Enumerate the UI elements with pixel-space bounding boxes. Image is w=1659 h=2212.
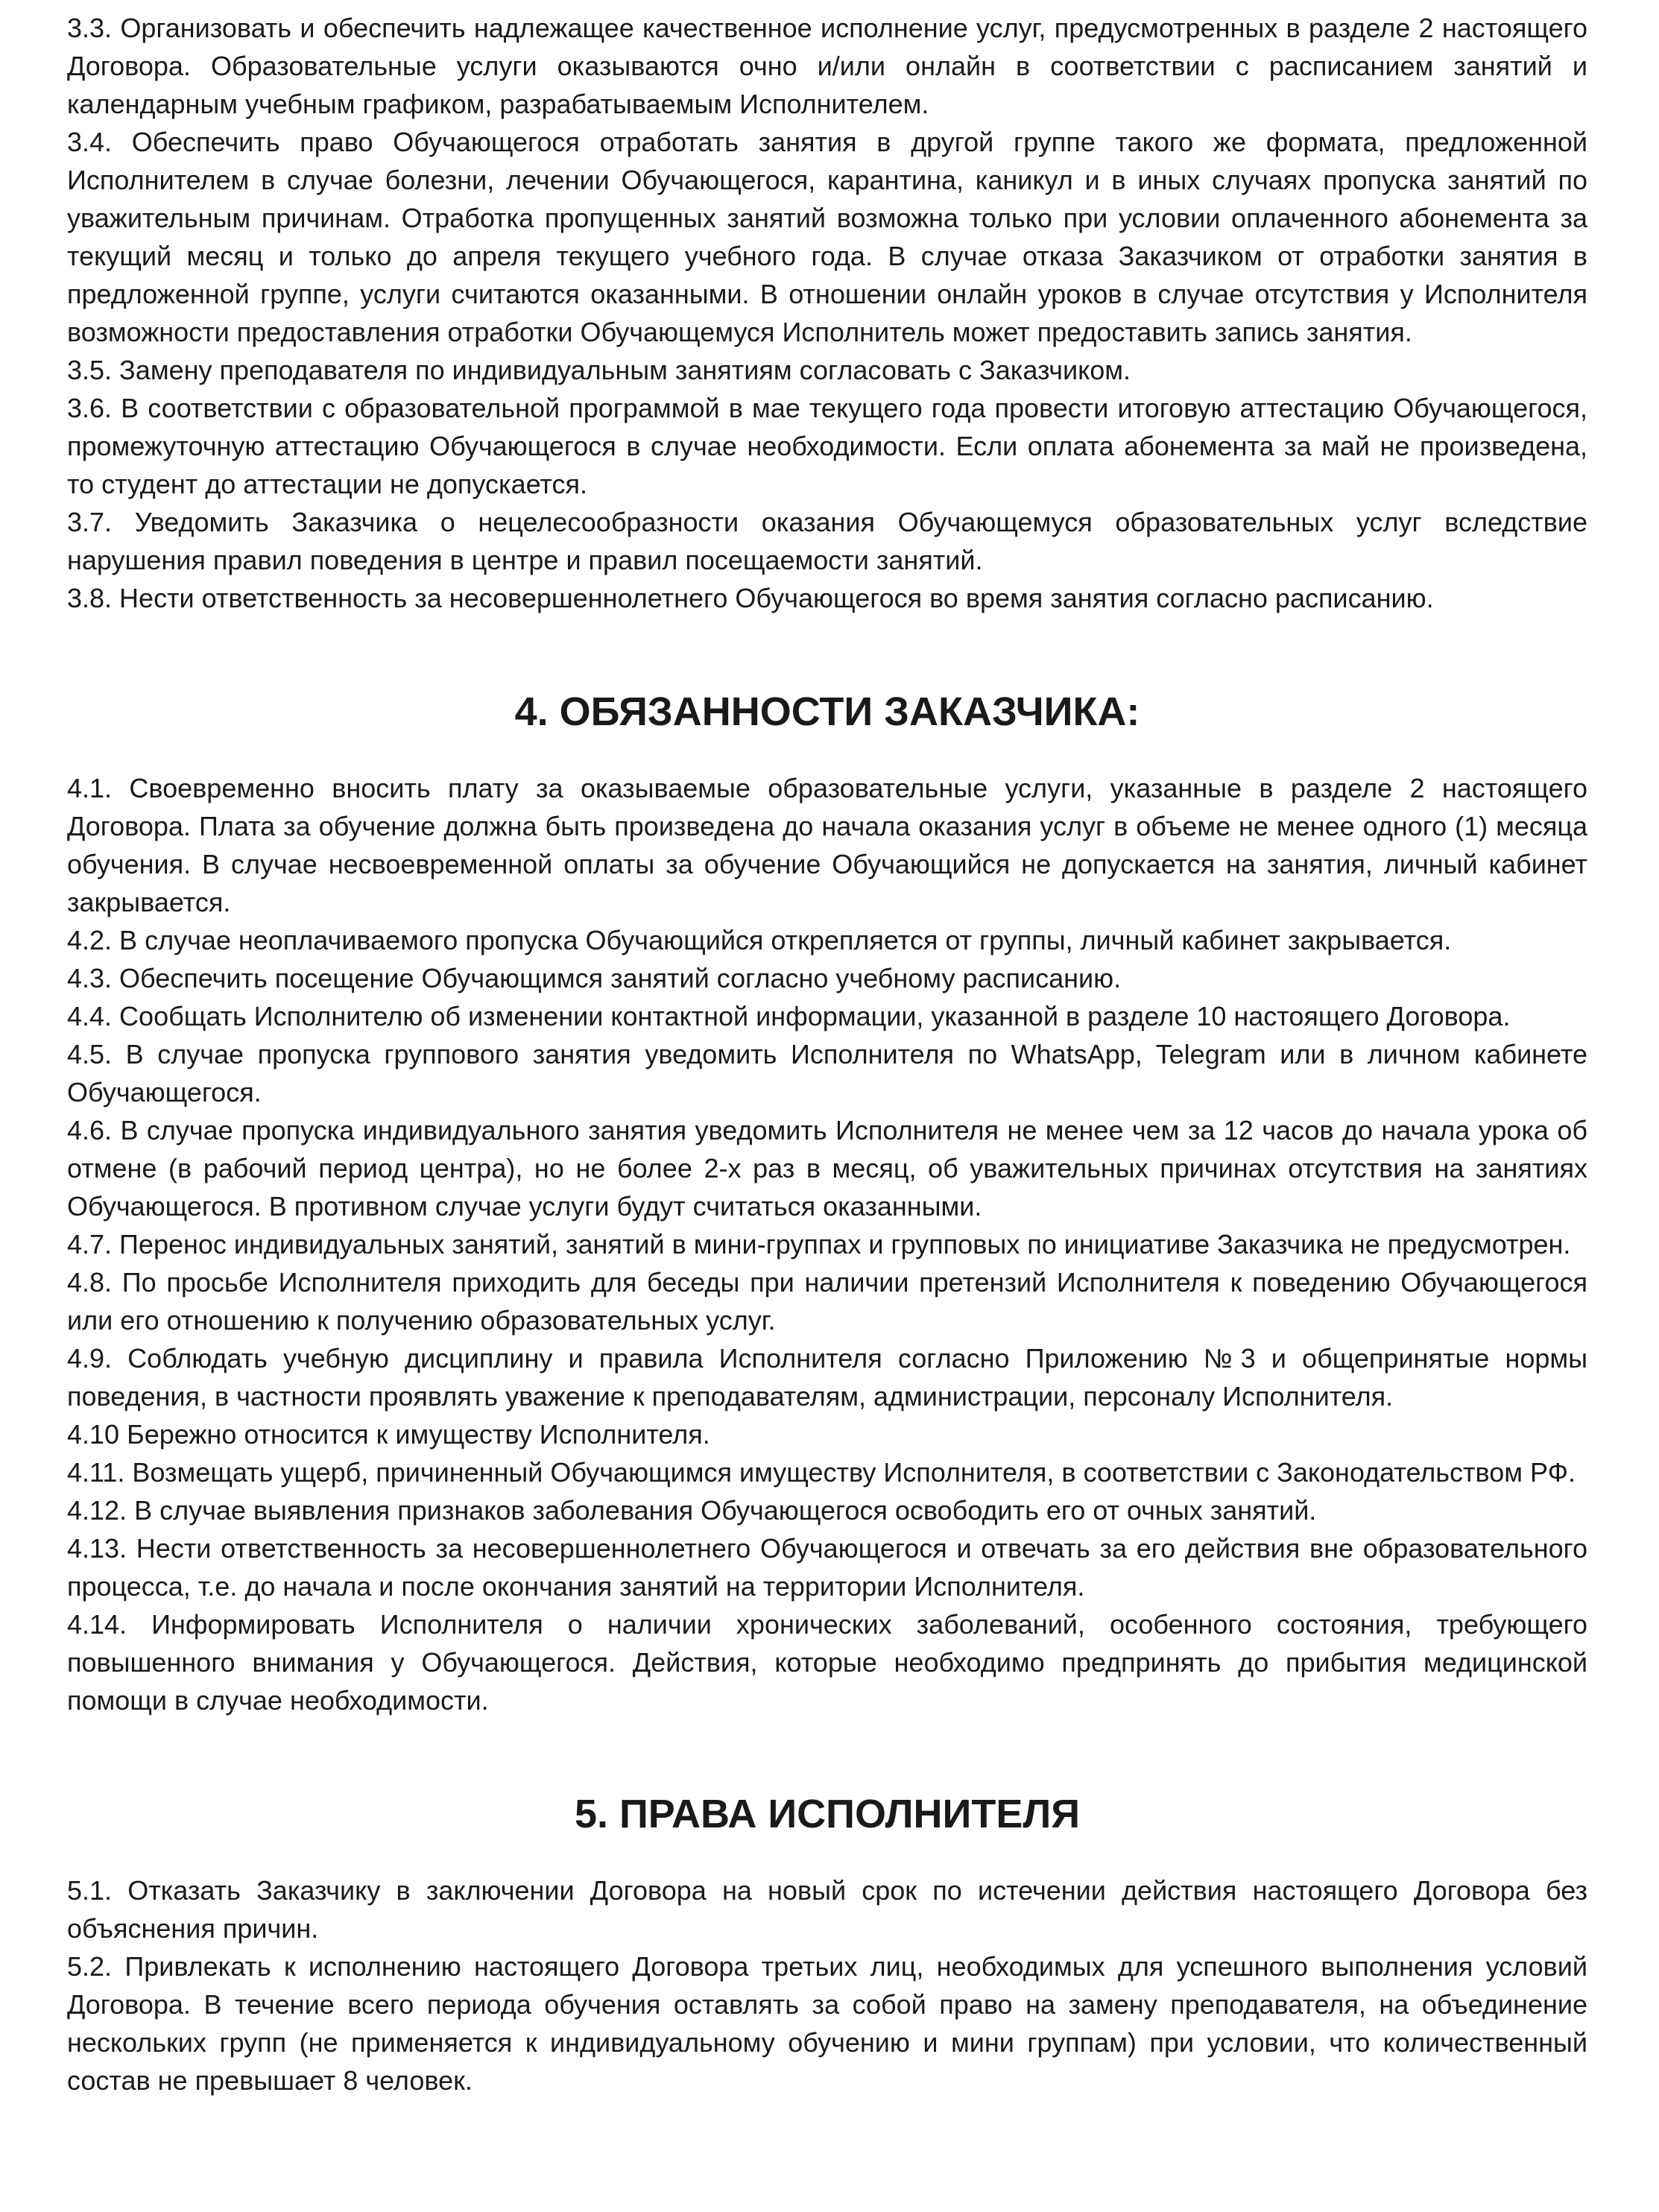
clause-3-5: 3.5. Замену преподавателя по индивидуальным занятиям согласовать с Заказчиком. <box>67 355 1131 385</box>
section-5-body <box>67 1871 1587 2099</box>
clause-3-6: 3.6. В соответствии с образовательной программой в мае текущего года провести итоговую аттестацию Обучающегося, промежуточную аттестацию Обучающегося в случае необходимости. Если оплата абонемента за май не произведена, то студент до аттестации не допускается. <box>67 393 1587 499</box>
clause-3-3: 3.3. Организовать и обеспечить надлежащее качественное исполнение услуг, предусмотренных в разделе 2 настоящего Договора. Образовательные услуги оказываются очно и/или онлайн в соответствии с расписанием занятий и календарным учебным графиком, разрабатываемым Исполнителем. <box>67 13 1587 119</box>
clause-5-2: 5.2. Привлекать к исполнению настоящего Договора третьих лиц, необходимых для успешного выполнения условий Договора. В течение всего периода обучения оставлять за собой право на замену преподавателя, на объединение нескольких групп (не применяется к индивидуальному обучению и мини группам) при условии, что количественный состав не превышает 8 человек. <box>67 1951 1587 2096</box>
clause-4-6: 4.6. В случае пропуска индивидуального занятия уведомить Исполнителя не менее чем за 12 часов до начала урока об отмене (в рабочий период центра), но не более 2-х раз в месяц, об уважительных причинах отсутствия на занятиях Обучающегося. В противном случае услуги будут считаться оказанными. <box>67 1115 1587 1222</box>
section-4-title: 4. ОБЯЗАННОСТИ ЗАКАЗЧИКА: <box>514 689 1140 734</box>
clause-4-5: 4.5. В случае пропуска группового занятия уведомить Исполнителя по WhatsApp, Telegram или в личном кабинете Обучающегося. <box>67 1039 1587 1107</box>
clause-3-8: 3.8. Нести ответственность за несовершеннолетнего Обучающегося во время занятия согласно расписанию. <box>67 583 1434 613</box>
section-3-continuation <box>67 9 1587 617</box>
clause-4-10: 4.10 Бережно относится к имуществу Исполнителя. <box>67 1419 710 1450</box>
section-5-title: 5. ПРАВА ИСПОЛНИТЕЛЯ <box>574 1792 1081 1836</box>
clause-4-9: 4.9. Соблюдать учебную дисциплину и правила Исполнителя согласно Приложению №3 и общепринятые нормы поведения, в частности проявлять уважение к преподавателям, администрации, персоналу Исполнителя. <box>67 1343 1587 1412</box>
clause-5-1: 5.1. Отказать Заказчику в заключении Договора на новый срок по истечении действия настоящего Договора без объяснения причин. <box>67 1875 1587 1944</box>
clause-4-13: 4.13. Нести ответственность за несовершеннолетнего Обучающегося и отвечать за его действия вне образовательного процесса, т.е. до начала и после окончания занятий на территории Исполнителя. <box>67 1533 1587 1602</box>
clause-3-7: 3.7. Уведомить Заказчика о нецелесообразности оказания Обучающемуся образовательных услуг вследствие нарушения правил поведения в центре и правил посещаемости занятий. <box>67 507 1587 575</box>
clause-4-4: 4.4. Сообщать Исполнителю об изменении контактной информации, указанной в разделе 10 настоящего Договора. <box>67 1001 1511 1031</box>
clause-4-14: 4.14. Информировать Исполнителя о наличии хронических заболеваний, особенного состояния, требующего повышенного внимания у Обучающегося. Действия, которые необходимо предпринять до прибытия медицинской помощи в случае необходимости. <box>67 1609 1587 1716</box>
clause-4-2: 4.2. В случае неоплачиваемого пропуска Обучающийся открепляется от группы, личный кабинет закрывается. <box>67 925 1452 955</box>
section-4-body <box>67 769 1587 1719</box>
clause-4-7: 4.7. Перенос индивидуальных занятий, занятий в мини-группах и групповых по инициативе Заказчика не предусмотрен. <box>67 1229 1571 1260</box>
clause-4-8: 4.8. По просьбе Исполнителя приходить для беседы при наличии претензий Исполнителя к поведению Обучающегося или его отношению к получению образовательных услуг. <box>67 1267 1587 1336</box>
clause-4-1: 4.1. Своевременно вносить плату за оказываемые образовательные услуги, указанные в разделе 2 настоящего Договора. Плата за обучение должна быть произведена до начала оказания услуг в объеме не менее одного (1) месяца обучения. В случае несвоевременной оплаты за обучение Обучающийся не допускается на занятия, личный кабинет закрывается. <box>67 773 1587 917</box>
document-page <box>67 9 1587 2099</box>
clause-3-4: 3.4. Обеспечить право Обучающегося отработать занятия в другой группе такого же формата, предложенной Исполнителем в случае болезни, лечении Обучающегося, карантина, каникул и в иных случаях пропуска занятий по уважительным причинам. Отработка пропущенных занятий возможна только при условии оплаченного абонемента за текущий месяц и только до апреля текущего учебного года. В случае отказа Заказчиком от отработки занятия в предложенной группе, услуги считаются оказанными. В отношении онлайн уроков в случае отсутствия у Исполнителя возможности предоставления отработки Обучающемуся Исполнитель может предоставить запись занятия. <box>67 127 1587 347</box>
clause-4-12: 4.12. В случае выявления признаков заболевания Обучающегося освободить его от очных занятий. <box>67 1495 1317 1526</box>
clause-4-11: 4.11. Возмещать ущерб, причиненный Обучающимся имуществу Исполнителя, в соответствии с Законодательством РФ. <box>67 1457 1576 1488</box>
clause-4-3: 4.3. Обеспечить посещение Обучающимся занятий согласно учебному расписанию. <box>67 963 1122 993</box>
